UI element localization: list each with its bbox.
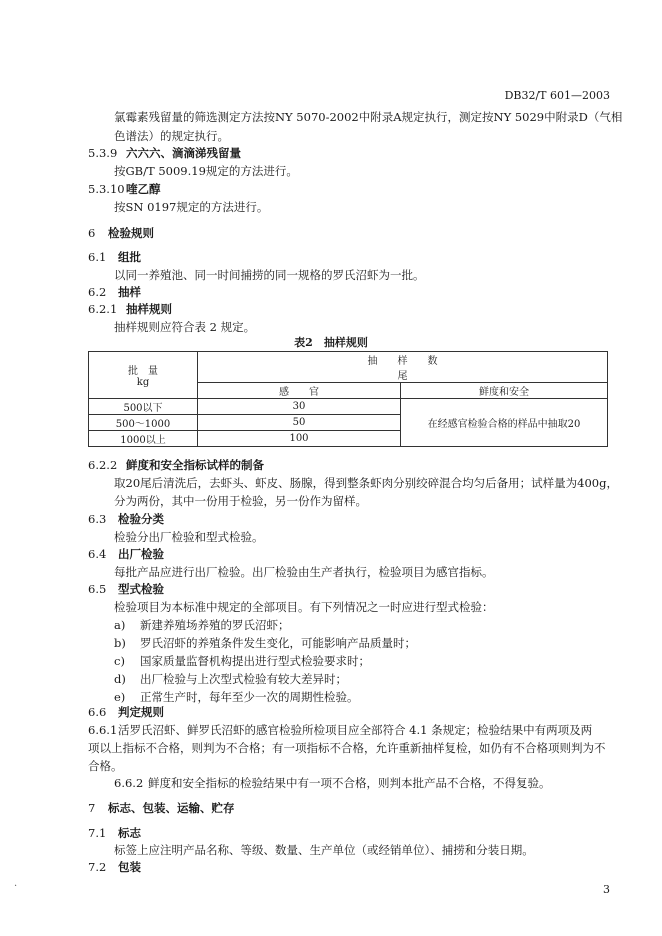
paragraph-line: 按GB/T 5009.19规定的方法进行。 xyxy=(114,164,298,178)
section-title: 检验规则 xyxy=(108,226,154,240)
paragraph-line: 标签上应注明产品名称、等级、数量、生产单位（或经销单位）、捕捞和分装日期。 xyxy=(114,843,534,857)
list-text: 正常生产时，每年至少一次的周期性检验。 xyxy=(140,690,359,704)
list-marker: c) xyxy=(114,654,125,668)
section-number: 7.1 xyxy=(88,826,107,840)
section-5-3-9 xyxy=(88,144,241,162)
section-number: 6.5 xyxy=(88,582,107,596)
section-6 xyxy=(88,224,154,242)
fresh-note-cell: 在经感官检验合格的样品中抽取20 xyxy=(401,399,608,447)
paragraph-line: 取20尾后清洗后，去虾头、虾皮、肠腺，得到整条虾肉分别绞碎混合均匀后备用；试样量为400g， xyxy=(114,476,618,490)
header-sense: 感 官 xyxy=(198,383,401,399)
section-number: 7 xyxy=(88,801,96,815)
list-marker: a) xyxy=(114,618,126,632)
paragraph-line: 项以上指标不合格，则判为不合格；有一项指标不合格，允许重新抽样复检，如仍有不合格项则判为不 xyxy=(88,741,606,755)
page-number: 3 xyxy=(603,883,610,896)
section-title: 鲜度和安全指标试样的制备 xyxy=(126,458,264,472)
section-6-6-2 xyxy=(114,774,551,792)
section-6-6-1 xyxy=(88,721,592,739)
section-5-3-10 xyxy=(88,180,161,198)
section-number: 6.3 xyxy=(88,512,107,526)
section-6-4 xyxy=(88,545,164,563)
list-text: 罗氏沼虾的养殖条件发生变化，可能影响产品质量时； xyxy=(140,636,416,650)
section-number: 6.6 xyxy=(88,705,107,719)
paragraph-line: 氯霉素残留量的筛选测定方法按NY 5070-2002中附录A规定执行，测定按NY 5029中附录D（气相 xyxy=(114,110,623,124)
list-item xyxy=(114,670,347,688)
sense-cell: 100 xyxy=(198,431,401,447)
margin-mark: · xyxy=(14,881,18,892)
header-batch-unit: kg xyxy=(136,377,150,388)
section-number: 6.1 xyxy=(88,250,107,264)
section-6-2-1 xyxy=(88,300,172,318)
section-title: 包装 xyxy=(118,860,141,874)
list-item xyxy=(114,652,370,670)
section-number: 6.6.1 xyxy=(88,723,118,737)
paragraph-line: 色谱法）的规定执行。 xyxy=(114,129,229,143)
section-title: 抽样 xyxy=(118,285,141,299)
section-number: 6.2.1 xyxy=(88,302,118,316)
list-text: 国家质量监督机构提出进行型式检验要求时； xyxy=(140,654,370,668)
list-marker: d) xyxy=(114,672,126,686)
section-7 xyxy=(88,799,235,817)
batch-cell: 500以下 xyxy=(89,399,198,415)
section-number: 5.3.10 xyxy=(88,182,125,196)
section-number: 6.6.2 xyxy=(114,776,144,790)
batch-cell: 500～1000 xyxy=(89,415,198,431)
section-number: 6.2 xyxy=(88,285,107,299)
section-6-1 xyxy=(88,248,141,266)
list-marker: b) xyxy=(114,636,126,650)
section-6-3 xyxy=(88,510,164,528)
section-title: 型式检验 xyxy=(118,582,164,596)
section-number: 7.2 xyxy=(88,860,107,874)
section-title: 喹乙醇 xyxy=(126,182,161,196)
paragraph-line: 按SN 0197规定的方法进行。 xyxy=(114,200,269,214)
paragraph-line: 检验项目为本标准中规定的全部项目。有下列情况之一时应进行型式检验： xyxy=(114,600,494,614)
header-batch-label: 批 量 xyxy=(128,366,158,377)
batch-cell: 1000以上 xyxy=(89,431,198,447)
paragraph-line: 抽样规则应符合表 2 规定。 xyxy=(114,320,256,334)
section-title: 判定规则 xyxy=(118,705,164,719)
section-7-1 xyxy=(88,824,141,842)
section-6-2 xyxy=(88,283,141,301)
section-title: 抽样规则 xyxy=(126,302,172,316)
paragraph-line: 分为两份，其中一份用于检验，另一份作为留样。 xyxy=(114,494,367,508)
list-text: 新建养殖场养殖的罗氏沼虾； xyxy=(140,618,290,632)
list-item xyxy=(114,616,290,634)
section-7-2 xyxy=(88,858,141,876)
section-title: 检验分类 xyxy=(118,512,164,526)
list-marker: e) xyxy=(114,690,126,704)
header-count-label: 抽 样 数 xyxy=(367,356,438,367)
header-fresh: 鲜度和安全 xyxy=(401,383,608,399)
section-title: 六六六、滴滴涕残留量 xyxy=(126,146,241,160)
paragraph-line: 每批产品应进行出厂检验。出厂检验由生产者执行，检验项目为感官指标。 xyxy=(114,565,494,579)
paragraph-line: 以同一养殖池、同一时间捕捞的同一规格的罗氏沼虾为一批。 xyxy=(114,268,425,282)
section-number: 6.2.2 xyxy=(88,458,118,472)
header-count-unit: 尾 xyxy=(397,371,408,382)
list-item xyxy=(114,634,416,652)
section-title: 标志、包装、运输、贮存 xyxy=(108,801,235,815)
section-number: 6 xyxy=(88,226,96,240)
section-title: 组批 xyxy=(118,250,141,264)
table-caption: 表2 抽样规则 xyxy=(294,336,368,349)
list-text: 出厂检验与上次型式检验有较大差异时； xyxy=(140,672,347,686)
section-number: 5.3.9 xyxy=(88,146,118,160)
section-6-2-2 xyxy=(88,456,264,474)
paragraph-line: 检验分出厂检验和型式检验。 xyxy=(114,530,264,544)
header-batch xyxy=(89,352,198,399)
section-6-5 xyxy=(88,580,164,598)
sampling-table xyxy=(88,351,608,447)
header-count xyxy=(198,352,608,383)
sense-cell: 30 xyxy=(198,399,401,415)
paragraph-line: 鲜度和安全指标的检验结果中有一项不合格，则判本批产品不合格，不得复验。 xyxy=(148,776,551,790)
section-title: 标志 xyxy=(118,826,141,840)
section-number: 6.4 xyxy=(88,547,107,561)
document-code: DB32/T 601—2003 xyxy=(504,89,610,102)
paragraph-line: 活罗氏沼虾、鲜罗氏沼虾的感官检验所检项目应全部符合 4.1 条规定；检验结果中有两项及两 xyxy=(118,723,593,737)
table-row xyxy=(89,399,608,415)
section-6-6 xyxy=(88,703,164,721)
sense-cell: 50 xyxy=(198,415,401,431)
section-title: 出厂检验 xyxy=(118,547,164,561)
paragraph-line: 合格。 xyxy=(88,759,123,773)
